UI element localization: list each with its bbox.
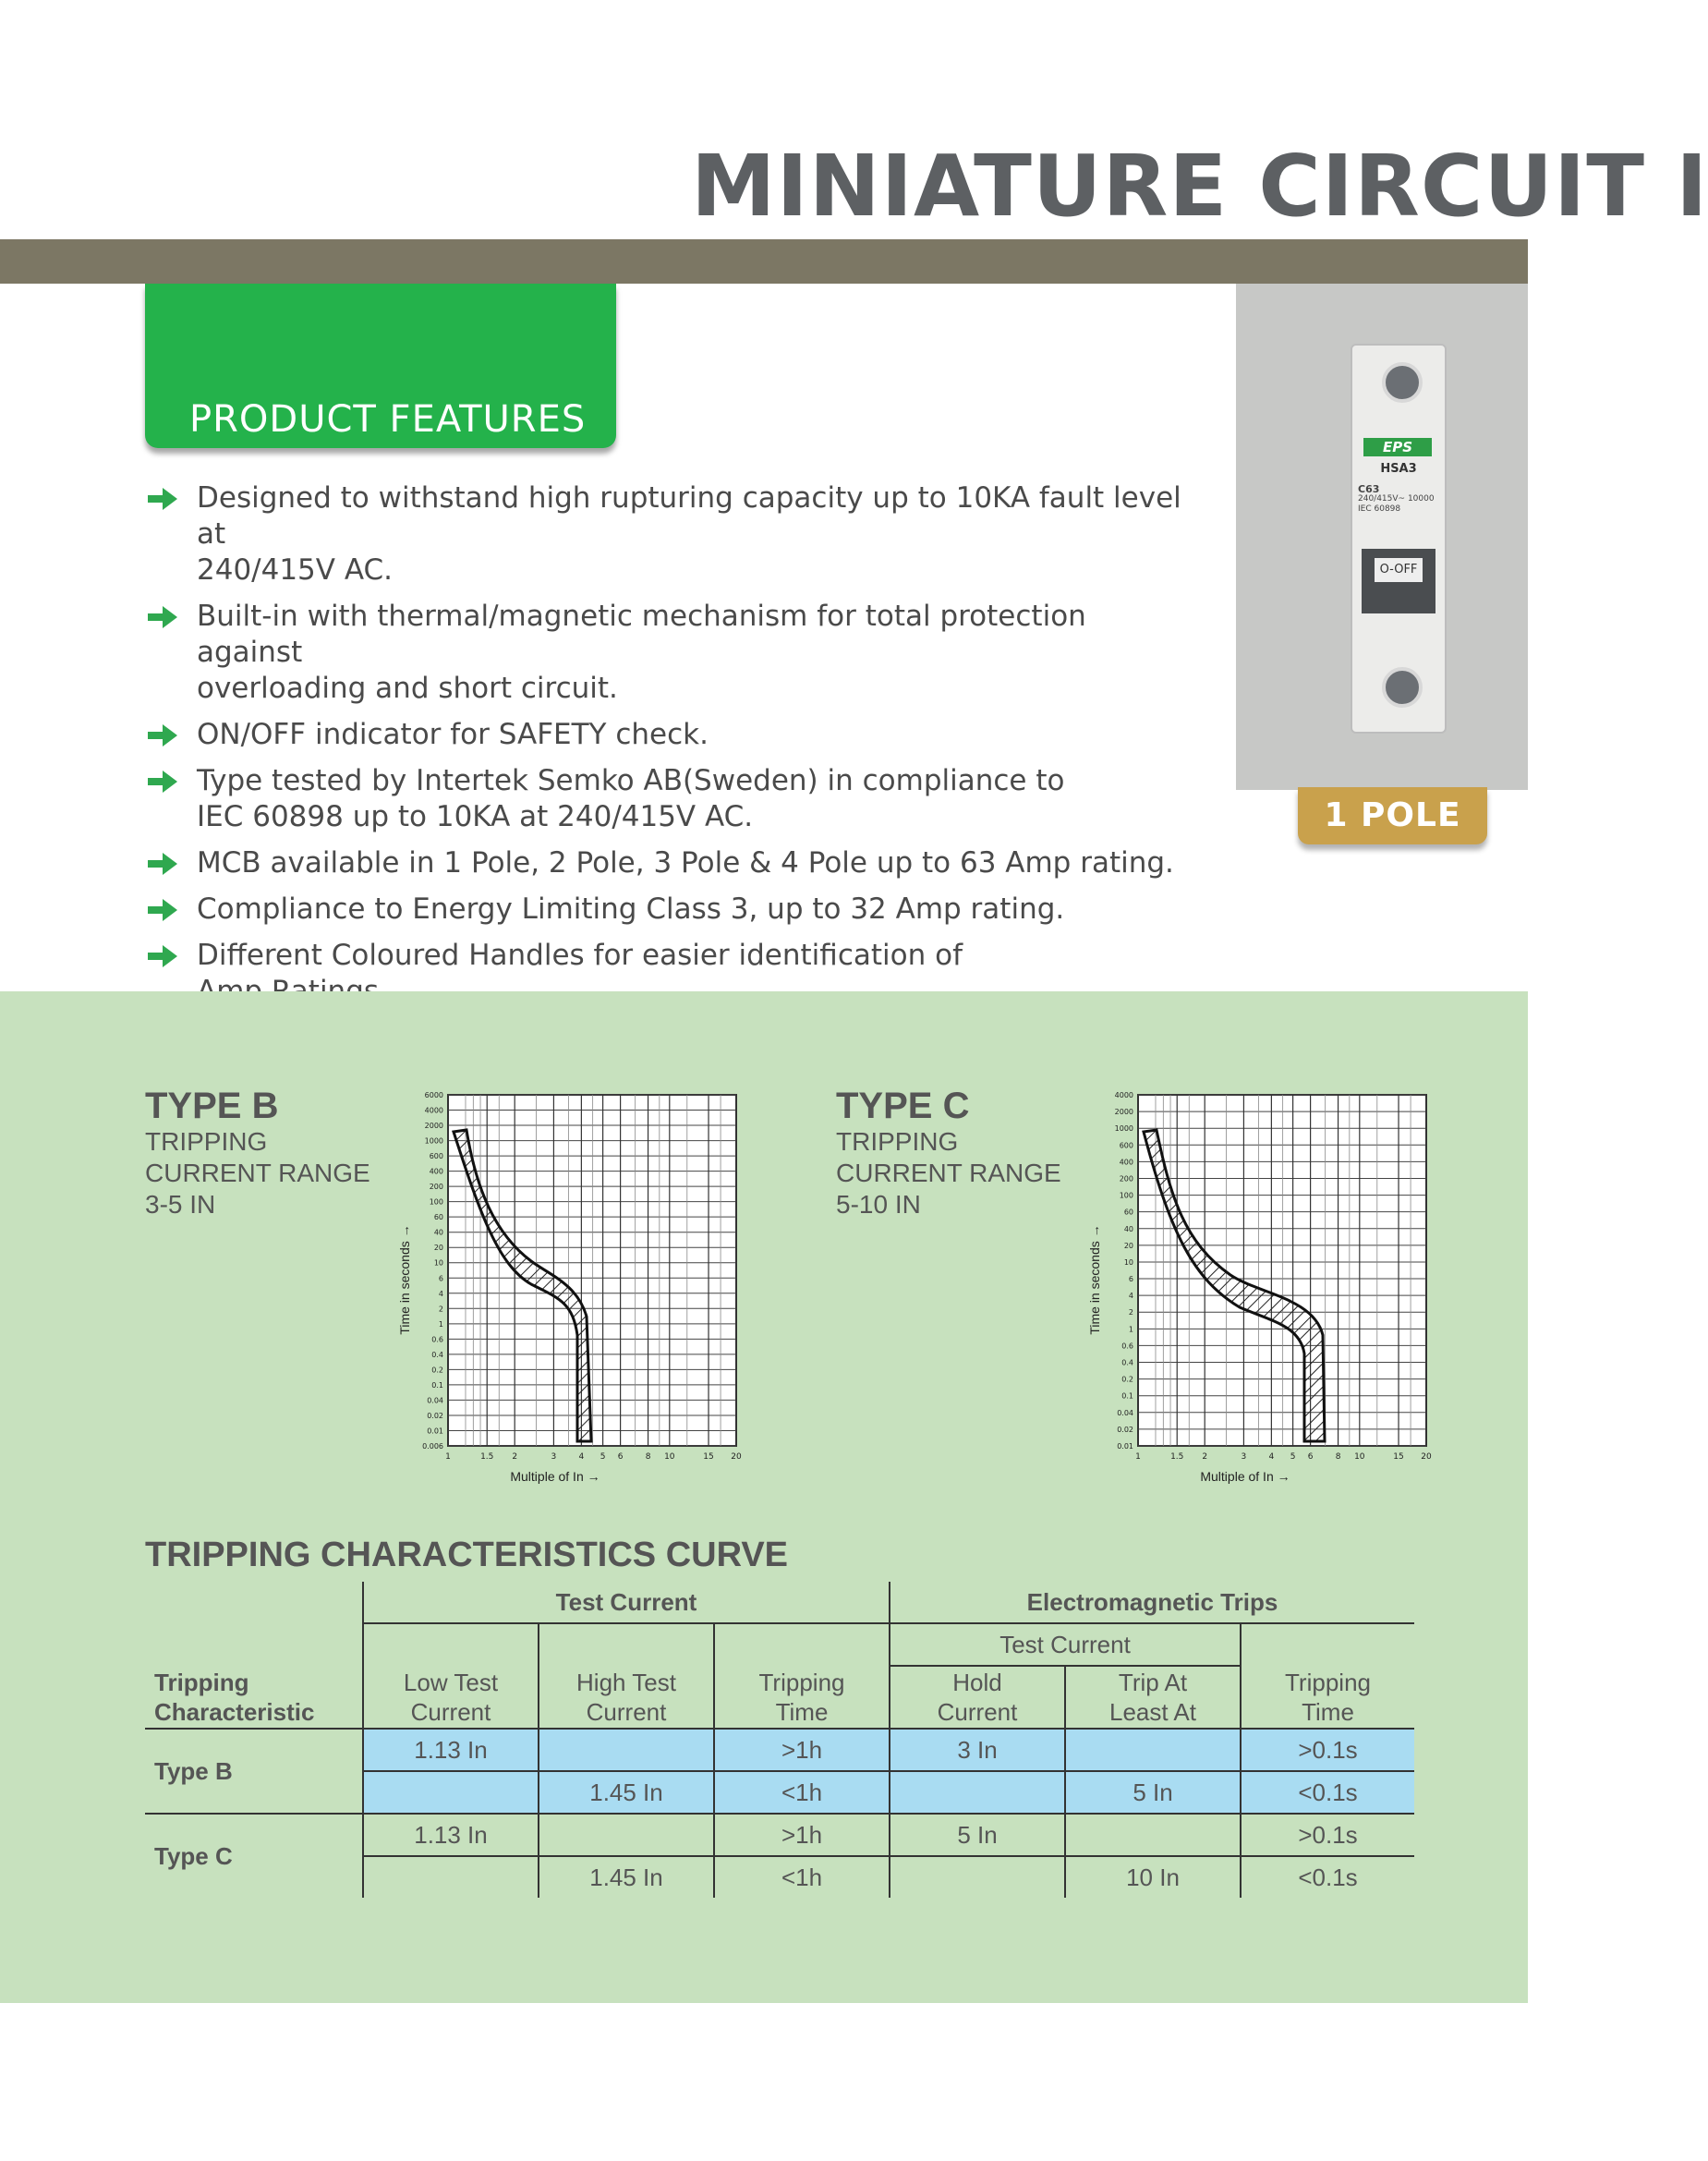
feature-item xyxy=(146,845,1190,881)
x-tick-label: 6 xyxy=(1307,1452,1314,1462)
table-cell xyxy=(363,1856,539,1898)
table-cell: 1.13 In xyxy=(363,1729,539,1771)
y-axis-label: Time in seconds → xyxy=(1087,1224,1102,1335)
page-title: MINIATURE CIRCUIT I xyxy=(691,137,1708,236)
table-cell xyxy=(1065,1814,1241,1856)
feature-item xyxy=(146,892,1190,928)
y-tick-label: 0.04 xyxy=(427,1396,443,1405)
table-cell xyxy=(539,1814,714,1856)
y-tick-label: 0.01 xyxy=(1117,1442,1133,1451)
table-cell: 10 In xyxy=(1065,1856,1241,1898)
row-label-type-b: Type B xyxy=(145,1729,363,1814)
x-tick-label: 20 xyxy=(731,1452,742,1462)
x-tick-label: 2 xyxy=(512,1452,518,1462)
top-band xyxy=(0,239,1528,284)
y-tick-label: 20 xyxy=(1123,1241,1133,1250)
type-b-sub2: CURRENT RANGE xyxy=(145,1159,370,1187)
feature-line: ON/OFF indicator for SAFETY check. xyxy=(197,718,709,751)
y-tick-label: 200 xyxy=(429,1183,443,1192)
feature-line: 240/415V AC. xyxy=(197,553,394,587)
y-tick-label: 0.4 xyxy=(1121,1358,1133,1367)
table-cell: <1h xyxy=(714,1856,890,1898)
y-tick-label: 100 xyxy=(429,1197,443,1207)
table-cell: <1h xyxy=(714,1771,890,1814)
y-tick-label: 0.04 xyxy=(1117,1408,1133,1417)
feature-line: Compliance to Energy Limiting Class 3, up to 32 Amp rating. xyxy=(197,892,1065,926)
table-cell: 5 In xyxy=(890,1814,1065,1856)
feature-item xyxy=(146,717,1190,753)
x-tick-label: 1.5 xyxy=(480,1452,494,1462)
header-characteristic: Tripping Characteristic xyxy=(145,1666,363,1729)
screw-icon xyxy=(1382,667,1423,708)
table-cell xyxy=(890,1856,1065,1898)
y-tick-label: 0.1 xyxy=(1121,1391,1133,1401)
feature-item xyxy=(146,763,1190,835)
y-tick-label: 40 xyxy=(1123,1224,1133,1233)
table-cell xyxy=(890,1771,1065,1814)
table-title: TRIPPING CHARACTERISTICS CURVE xyxy=(145,1536,789,1574)
x-tick-label: 10 xyxy=(664,1452,675,1462)
arrow-right-icon xyxy=(146,897,179,923)
y-tick-label: 2000 xyxy=(424,1122,443,1131)
table-cell xyxy=(714,1623,890,1666)
y-tick-label: 40 xyxy=(433,1228,443,1237)
type-c-curve-chart xyxy=(1083,1086,1434,1497)
x-tick-label: 3 xyxy=(1241,1452,1247,1462)
table-cell: >0.1s xyxy=(1241,1729,1414,1771)
type-c-sub1: TRIPPING xyxy=(836,1127,959,1156)
y-tick-label: 100 xyxy=(1119,1191,1133,1200)
y-tick-label: 2 xyxy=(1128,1308,1133,1317)
table-cell: 3 In xyxy=(890,1729,1065,1771)
mcb-device-image xyxy=(1351,344,1447,734)
y-axis-label: Time in seconds → xyxy=(397,1224,412,1335)
y-tick-label: 10 xyxy=(433,1258,443,1268)
x-axis-label: Multiple of In → xyxy=(510,1469,600,1484)
feature-line: Different Coloured Handles for easier identification of xyxy=(197,939,963,972)
y-tick-label: 400 xyxy=(1119,1158,1133,1167)
table-cell: >0.1s xyxy=(1241,1814,1414,1856)
header-tripping-time-em: Tripping Time xyxy=(1241,1666,1414,1729)
table-row xyxy=(145,1729,1414,1771)
feature-line: Designed to withstand high rupturing capacity up to 10KA fault level at xyxy=(197,481,1181,551)
group-header-em: Electromagnetic Trips xyxy=(890,1582,1414,1623)
features-list xyxy=(146,480,1190,1020)
y-tick-label: 2 xyxy=(438,1305,443,1314)
table-cell: >1h xyxy=(714,1729,890,1771)
device-specs xyxy=(1358,484,1435,515)
type-b-curve-chart xyxy=(393,1086,744,1497)
x-axis-label: Multiple of In → xyxy=(1200,1469,1290,1484)
table-row xyxy=(145,1814,1414,1856)
brand-logo: EPS xyxy=(1363,438,1432,456)
x-tick-label: 15 xyxy=(703,1452,714,1462)
feature-item xyxy=(146,599,1190,707)
y-tick-label: 20 xyxy=(433,1244,443,1253)
y-tick-label: 10 xyxy=(1123,1257,1133,1267)
y-tick-label: 1 xyxy=(1128,1325,1133,1334)
y-tick-label: 0.02 xyxy=(1117,1425,1133,1434)
features-tab xyxy=(145,284,616,448)
feature-item xyxy=(146,480,1190,589)
spec-label: IEC 60898 xyxy=(1358,504,1401,514)
x-tick-label: 3 xyxy=(551,1452,557,1462)
y-tick-label: 0.4 xyxy=(431,1350,443,1359)
table-cell: 5 In xyxy=(1065,1771,1241,1814)
feature-line: Type tested by Intertek Semko AB(Sweden) in compliance to xyxy=(197,764,1065,797)
arrow-right-icon xyxy=(146,943,179,969)
y-tick-label: 6 xyxy=(438,1274,443,1283)
x-tick-label: 8 xyxy=(645,1452,651,1462)
table-cell: 1.45 In xyxy=(539,1856,714,1898)
table-cell: 1.13 In xyxy=(363,1814,539,1856)
table-cell xyxy=(145,1582,363,1623)
x-tick-label: 5 xyxy=(600,1452,606,1462)
spec-label: 240/415V~ 10000 xyxy=(1358,494,1435,504)
y-tick-label: 4000 xyxy=(1114,1091,1133,1099)
feature-line: MCB available in 1 Pole, 2 Pole, 3 Pole & 4 Pole up to 63 Amp rating. xyxy=(197,846,1174,880)
header-high-test: High Test Current xyxy=(539,1666,714,1729)
y-tick-label: 0.6 xyxy=(431,1335,443,1344)
x-tick-label: 2 xyxy=(1202,1452,1208,1462)
toggle-handle xyxy=(1362,549,1435,613)
arrow-right-icon xyxy=(146,769,179,795)
y-tick-label: 0.2 xyxy=(431,1366,443,1375)
plot-area xyxy=(448,1095,736,1446)
x-tick-label: 4 xyxy=(1268,1452,1275,1462)
type-c-sub3: 5-10 IN xyxy=(836,1190,921,1219)
type-b-heading-block xyxy=(145,1086,370,1220)
y-tick-label: 0.1 xyxy=(431,1380,443,1390)
group-header-test: Test Current xyxy=(363,1582,890,1623)
screw-icon xyxy=(1382,362,1423,403)
x-tick-label: 6 xyxy=(617,1452,624,1462)
table-cell: 1.45 In xyxy=(539,1771,714,1814)
y-tick-label: 6 xyxy=(1128,1275,1133,1284)
x-tick-label: 4 xyxy=(578,1452,585,1462)
y-tick-label: 0.2 xyxy=(1121,1375,1133,1384)
row-label-type-c: Type C xyxy=(154,1841,233,1870)
table-cell xyxy=(363,1771,539,1814)
y-tick-label: 0.6 xyxy=(1121,1342,1133,1351)
table-cell xyxy=(1065,1729,1241,1771)
type-c-heading: TYPE C xyxy=(836,1086,970,1126)
tripping-table xyxy=(145,1582,1414,1898)
header-trip-at-least: Trip At Least At xyxy=(1065,1666,1241,1729)
table-cell xyxy=(363,1623,539,1666)
feature-line: Built-in with thermal/magnetic mechanism for total protection against xyxy=(197,600,1086,669)
table-cell xyxy=(539,1623,714,1666)
sub-header-test-current: Test Current xyxy=(890,1623,1241,1666)
header-tripping-time: Tripping Time xyxy=(714,1666,890,1729)
x-tick-label: 1 xyxy=(1135,1452,1141,1462)
feature-line: overloading and short circuit. xyxy=(197,672,618,705)
y-tick-label: 2000 xyxy=(1114,1108,1133,1117)
y-tick-label: 200 xyxy=(1119,1174,1133,1184)
y-tick-label: 1000 xyxy=(1114,1124,1133,1134)
y-tick-label: 4 xyxy=(438,1289,443,1298)
model-label: HSA3 xyxy=(1380,462,1417,476)
table-cell: <0.1s xyxy=(1241,1771,1414,1814)
type-b-sub1: TRIPPING xyxy=(145,1127,268,1156)
y-tick-label: 60 xyxy=(1123,1208,1133,1217)
features-heading: PRODUCT FEATURES xyxy=(189,398,587,441)
y-tick-label: 600 xyxy=(1119,1141,1133,1150)
x-tick-label: 10 xyxy=(1354,1452,1365,1462)
feature-line: IEC 60898 up to 10KA at 240/415V AC. xyxy=(197,800,754,833)
y-tick-label: 400 xyxy=(429,1167,443,1176)
table-cell xyxy=(1241,1623,1414,1666)
table-cell xyxy=(539,1729,714,1771)
y-tick-label: 0.006 xyxy=(422,1442,443,1451)
y-tick-label: 1 xyxy=(438,1319,443,1329)
arrow-right-icon xyxy=(146,604,179,630)
rating-label: C63 xyxy=(1358,483,1380,495)
type-b-heading: TYPE B xyxy=(145,1086,279,1126)
arrow-right-icon xyxy=(146,486,179,512)
type-c-heading-block xyxy=(836,1086,1061,1220)
table-cell: <0.1s xyxy=(1241,1856,1414,1898)
x-tick-label: 20 xyxy=(1421,1452,1432,1462)
y-tick-label: 1000 xyxy=(424,1136,443,1146)
header-low-test: Low Test Current xyxy=(363,1666,539,1729)
x-tick-label: 8 xyxy=(1335,1452,1341,1462)
x-tick-label: 1.5 xyxy=(1170,1452,1184,1462)
table-cell: >1h xyxy=(714,1814,890,1856)
type-b-sub3: 3-5 IN xyxy=(145,1190,216,1219)
x-tick-label: 15 xyxy=(1393,1452,1404,1462)
y-tick-label: 4 xyxy=(1128,1292,1133,1301)
plot-area xyxy=(1138,1095,1426,1446)
arrow-right-icon xyxy=(146,851,179,877)
x-tick-label: 5 xyxy=(1290,1452,1296,1462)
pole-badge: 1 POLE xyxy=(1298,787,1487,844)
type-c-sub2: CURRENT RANGE xyxy=(836,1159,1061,1187)
table-cell xyxy=(145,1623,363,1666)
header-hold-current: Hold Current xyxy=(890,1666,1065,1729)
y-tick-label: 4000 xyxy=(424,1106,443,1115)
y-tick-label: 600 xyxy=(429,1152,443,1161)
y-tick-label: 0.02 xyxy=(427,1411,443,1420)
handle-label: O-OFF xyxy=(1375,558,1423,582)
y-tick-label: 60 xyxy=(433,1213,443,1222)
arrow-right-icon xyxy=(146,722,179,748)
y-tick-label: 6000 xyxy=(424,1091,443,1099)
y-tick-label: 0.01 xyxy=(427,1427,443,1436)
x-tick-label: 1 xyxy=(445,1452,451,1462)
